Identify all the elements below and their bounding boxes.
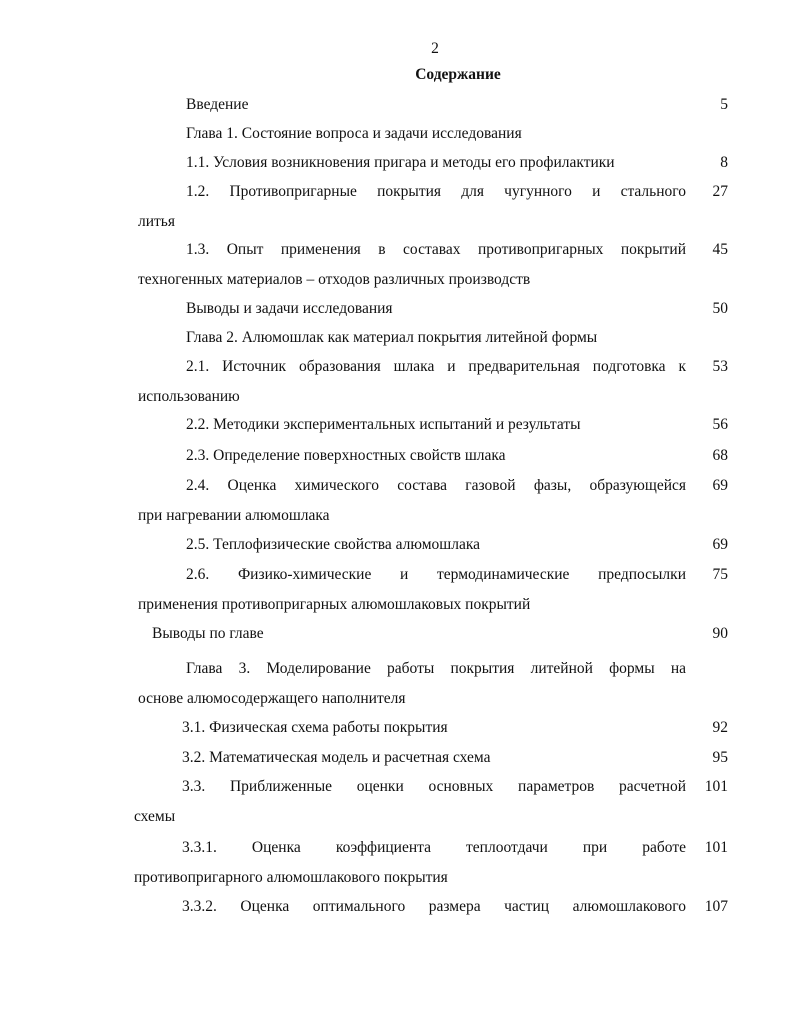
toc-entry-page: 8 (720, 154, 728, 171)
toc-entry-text-line: 3.3.1. Оценка коэффициента теплоотдачи при работе (182, 839, 686, 856)
toc-entry-page: 95 (712, 749, 728, 766)
toc-entry-page: 69 (712, 536, 728, 553)
toc-entry-text-continuation: при нагревании алюмошлака (138, 507, 330, 524)
toc-entry-page: 101 (704, 839, 728, 856)
toc-entry-page: 69 (712, 477, 728, 494)
toc-entry-text: 2.2. Методики экспериментальных испытаний и результаты (186, 416, 581, 433)
toc-entry-text: Введение (186, 96, 249, 113)
toc-entry-text (134, 833, 686, 893)
toc-entry-text-line: Глава 3. Моделирование работы покрытия литейной формы на (186, 660, 686, 677)
toc-entry-page: 56 (712, 416, 728, 433)
toc-entry-text-line: 1.3. Опыт применения в составах противопригарных покрытий (186, 241, 686, 258)
toc-entry-text (138, 654, 686, 714)
toc-entry-text-line: 1.2. Противопригарные покрытия для чугунного и стального (186, 183, 686, 200)
toc-entry-text-continuation: литья (138, 213, 176, 230)
toc-entry-text-line: 2.4. Оценка химического состава газовой фазы, образующейся (186, 477, 686, 494)
toc-entry-page: 92 (712, 719, 728, 736)
toc-entry-text: 3.3.2. Оценка оптимального размера частиц алюмошлакового (182, 898, 686, 915)
toc-entry-text-continuation: техногенных материалов – отходов различных производств (138, 271, 531, 288)
toc-entry-text-line: 2.1. Источник образования шлака и предварительная подготовка к (186, 358, 686, 375)
page-title: Содержание (415, 66, 501, 83)
toc-entry-text (138, 177, 686, 237)
toc-entry-text (134, 772, 686, 832)
toc-entry-page: 107 (704, 898, 728, 915)
page-number: 2 (431, 40, 439, 57)
toc-entry-text: Выводы по главе (152, 625, 264, 642)
toc-entry-text-continuation: противопригарного алюмошлакового покрытия (134, 869, 448, 886)
toc-entry-page: 53 (712, 358, 728, 375)
toc-entry-text: Глава 2. Алюмошлак как материал покрытия литейной формы (186, 329, 598, 346)
toc-entry-text: Глава 1. Состояние вопроса и задачи исследования (186, 125, 522, 142)
toc-entry-text-continuation: схемы (134, 808, 176, 825)
toc-entry-text (138, 235, 686, 295)
toc-entry-text: 2.3. Определение поверхностных свойств шлака (186, 447, 506, 464)
toc-entry-text: Выводы и задачи исследования (186, 300, 393, 317)
toc-entry-page: 50 (712, 300, 728, 317)
toc-entry-page: 90 (712, 625, 728, 642)
toc-entry-page: 27 (712, 183, 728, 200)
toc-entry-text: 1.1. Условия возникновения пригара и методы его профилактики (186, 154, 615, 171)
toc-entry-text-continuation: использованию (138, 388, 240, 405)
toc-entry-text: 2.5. Теплофизические свойства алюмошлака (186, 536, 481, 553)
toc-entry-text (138, 352, 686, 412)
toc-entry-page: 68 (712, 447, 728, 464)
toc-entry-text: 3.2. Математическая модель и расчетная схема (182, 749, 491, 766)
toc-entry-text-line: 3.3. Приближенные оценки основных параметров расчетной (182, 778, 686, 795)
toc-entry-page: 75 (712, 566, 728, 583)
toc-entry-text-continuation: основе алюмосодержащего наполнителя (138, 690, 406, 707)
toc-entry-page: 45 (712, 241, 728, 258)
toc-entry-page: 101 (704, 778, 728, 795)
toc-entry-text: 3.1. Физическая схема работы покрытия (182, 719, 448, 736)
toc-entry-text (138, 471, 686, 531)
toc-entry-text-continuation: применения противопригарных алюмошлаковых покрытий (138, 596, 531, 613)
toc-entry-page: 5 (720, 96, 728, 113)
toc-entry-text (138, 560, 686, 620)
toc-entry-text-line: 2.6. Физико-химические и термодинамические предпосылки (186, 566, 686, 583)
